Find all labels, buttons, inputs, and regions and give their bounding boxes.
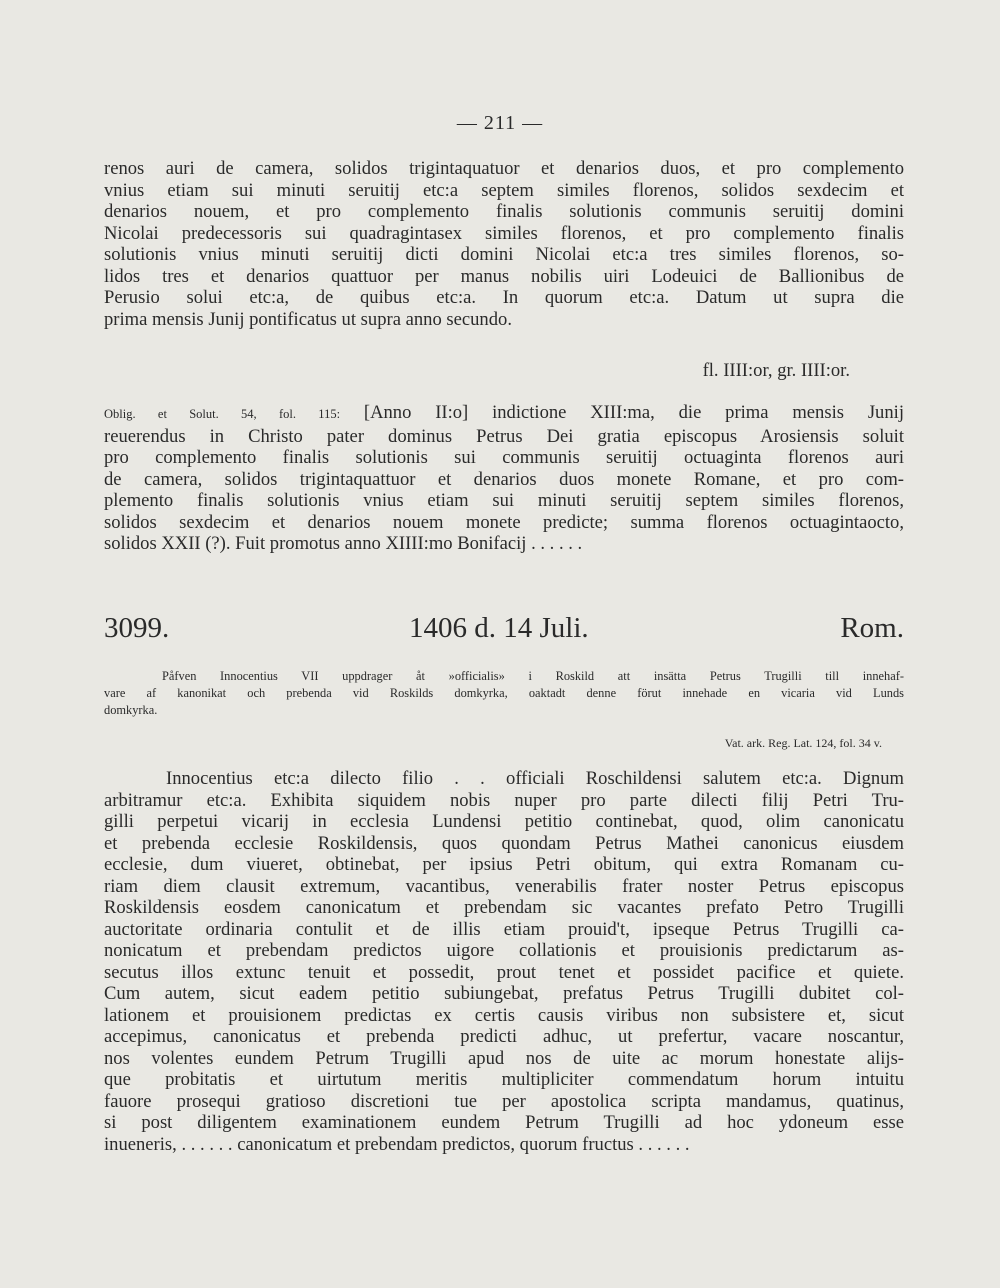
paragraph-solutio (104, 402, 904, 555)
source-reference: Oblig. et Solut. 54, fol. 115: (104, 407, 341, 421)
text-line: Perusio solui etc:a, de quibus etc:a. In quorum etc:a. Datum ut supra die (104, 287, 904, 308)
text-line: ecclesie, dum viueret, obtinebat, per ipsius Petri obitum, qui extra Romanam cu- (104, 854, 904, 875)
text-line: Cum autem, sicut eadem petitio subiungebat, prefatus Petrus Trugilli dubitet col- (104, 983, 904, 1004)
letter-text (104, 768, 904, 1155)
entry-number: 3099. (104, 612, 170, 644)
text-line: que probitatis et uirtutum meritis multipliciter commendatum horum intuitu (104, 1069, 904, 1090)
entry-date: 1406 d. 14 Juli. (409, 612, 589, 644)
text-line: prima mensis Junij pontificatus ut supra anno secundo. (104, 308, 512, 330)
text-line: renos auri de camera, solidos trigintaquatuor et denarios duos, et pro complemento (104, 158, 904, 179)
page-number: — 211 — (456, 112, 544, 134)
text-line: reuerendus in Christo pater dominus Petrus Dei gratia episcopus Arosiensis soluit (104, 425, 904, 447)
text-line: accepimus, canonicatus et prebenda predicti adhuc, ut prefertur, vacare noscantur, (104, 1026, 904, 1047)
text-line: Innocentius etc:a dilecto filio . . officiali Roschildensi salutem etc:a. Dignum (166, 768, 904, 789)
entry-heading (104, 612, 904, 652)
text-line: nonicatum et prebendam predictos uigore collationis et prouisionis predictarum as- (104, 940, 904, 961)
amount-line: fl. IIII:or, gr. IIII:or. (702, 360, 850, 381)
text-line: Roskildensis eosdem canonicatum et prebendam sic vacantes prefato Petro Trugilli (104, 897, 904, 918)
text-line: pro complemento finalis solutionis sui communis seruitij octuaginta florenos auri (104, 447, 904, 468)
text-line: solidos XXII (?). Fuit promotus anno XIIII:mo Bonifacij . . . . . . (104, 533, 583, 554)
text-line: arbitramur etc:a. Exhibita siquidem nobis nuper pro parte dilecti filij Petri Tru- (104, 789, 904, 811)
text-line (104, 402, 904, 426)
text-line: Nicolai predecessoris sui quadragintasex similes florenos, et pro complemento finalis (104, 222, 904, 244)
text-line: solidos sexdecim et denarios nouem monete predicte; summa florenos octuagintaocto, (104, 511, 904, 533)
entry-summary (104, 668, 904, 719)
text-line: de camera, solidos trigintaquattuor et denarios duos monete Romane, et pro com- (104, 468, 904, 490)
text-fragment: [Anno II:o] indictione XIII:ma, die prima mensis Junij (363, 402, 904, 423)
text-line: solutionis vnius minuti seruitij dicti domini Nicolai etc:a tres similes florenos, so- (104, 244, 904, 265)
summary-line: vare af kanonikat och prebenda vid Roskilds domkyrka, oaktadt denne förut innehade en vicaria vid Lunds (104, 686, 904, 700)
text-line: et prebenda ecclesie Roskildensis, quos quondam Petrus Mathei canonicus eiusdem (104, 832, 904, 854)
text-line: lationem et prouisionem predictas ex certis causis viribus non subsistere et, sicut (104, 1004, 904, 1026)
text-line: secutus illos extunc tenuit et possedit, prout tenet et possidet pacifice et quiete. (104, 961, 904, 983)
archive-reference: Vat. ark. Reg. Lat. 124, fol. 34 v. (724, 736, 882, 750)
text-line: gilli perpetui vicarij in ecclesia Lundensi petitio continebat, quod, olim canonicatu (104, 811, 904, 832)
text-line: lidos tres et denarios quattuor per manus nobilis uiri Lodeuici de Ballionibus de (104, 265, 904, 287)
text-line: inueneris, . . . . . . canonicatum et prebendam predictos, quorum fructus . . . . . . (104, 1133, 690, 1155)
text-line: fauore prosequi gratioso discretioni tue per apostolica scripta mandamus, quatinus, (104, 1090, 904, 1112)
text-line: denarios nouem, et pro complemento finalis solutionis communis seruitij domini (104, 201, 904, 222)
summary-line: Påfven Innocentius VII uppdrager åt »officialis» i Roskild att insätta Petrus Trugilli till innehaf- (162, 669, 904, 683)
text-line: riam diem clausit extremum, vacantibus, venerabilis frater noster Petrus episcopus (104, 875, 904, 897)
paragraph-continued (104, 158, 904, 330)
text-line: plemento finalis solutionis vnius etiam sui minuti seruitij septem similes florenos, (104, 490, 904, 511)
entry-place: Rom. (840, 612, 904, 644)
text-line: vnius etiam sui minuti seruitij etc:a septem similes florenos, solidos sexdecim et (104, 179, 904, 201)
text-line: si post diligentem examinationem eundem Petrum Trugilli ad hoc ydoneum esse (104, 1112, 904, 1133)
text-line: auctoritate ordinaria contulit et de illis etiam prouid't, ipseque Petrus Trugilli ca- (104, 918, 904, 940)
text-line: nos volentes eundem Petrum Trugilli apud nos de uite ac morum honestate alijs- (104, 1047, 904, 1069)
summary-line: domkyrka. (104, 703, 158, 717)
